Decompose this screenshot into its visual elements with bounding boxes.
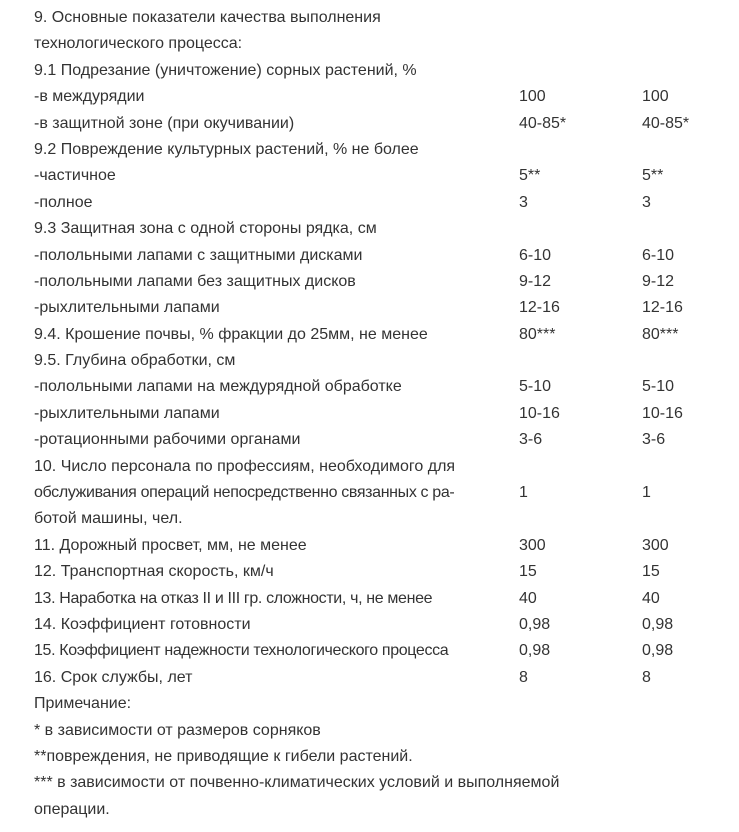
note-text: операции. xyxy=(34,800,110,818)
row-label: -рыхлительными лапами xyxy=(34,299,220,317)
table-row xyxy=(0,533,739,559)
table-row xyxy=(0,348,739,374)
row-value-2: 80*** xyxy=(642,325,679,343)
table-row xyxy=(0,216,739,242)
note-item xyxy=(0,718,739,744)
table-row xyxy=(0,163,739,189)
row-label: 11. Дорожный просвет, мм, не менее xyxy=(34,536,307,554)
row-value-1: 12-16 xyxy=(519,299,560,317)
row-value-1: 300 xyxy=(519,536,546,554)
note-item xyxy=(0,770,739,796)
table-row xyxy=(0,190,739,216)
row-value-2: 10-16 xyxy=(642,404,683,422)
row-label: 16. Срок службы, лет xyxy=(34,668,193,686)
note-item xyxy=(0,744,739,770)
row-value-1: 3-6 xyxy=(519,431,543,449)
row-label: -полольными лапами без защитных дисков xyxy=(34,272,356,290)
row-value-2: 300 xyxy=(642,536,669,554)
row-label: -в междурядии xyxy=(34,88,145,106)
row-label: 9. Основные показатели качества выполнения xyxy=(34,9,381,26)
table-row xyxy=(0,559,739,585)
note-item xyxy=(0,797,739,823)
row-value-1: 40 xyxy=(519,589,537,607)
row-value-2: 3-6 xyxy=(642,431,666,449)
row-label: 14. Коэффициент готовности xyxy=(34,615,251,633)
row-label: 10. Число персонала по профессиям, необходимого для xyxy=(34,457,456,475)
row-value-1: 10-16 xyxy=(519,404,560,422)
table-row xyxy=(0,322,739,348)
row-value-1: 100 xyxy=(519,88,546,106)
notes-title: Примечание: xyxy=(34,695,132,713)
row-value-1: 80*** xyxy=(519,325,556,343)
row-label: 12. Транспортная скорость, км/ч xyxy=(34,563,274,581)
row-label: -в защитной зоне (при окучивании) xyxy=(34,114,295,132)
table-row xyxy=(0,586,739,612)
table-row xyxy=(0,638,739,664)
row-value-2: 100 xyxy=(642,88,669,106)
row-value-1: 40-85* xyxy=(519,114,567,132)
row-label: -полное xyxy=(34,193,93,211)
table-row xyxy=(0,612,739,638)
table-row xyxy=(0,374,739,400)
row-value-1: 8 xyxy=(519,668,528,686)
table-row xyxy=(0,506,739,532)
table-row xyxy=(0,427,739,453)
row-value-1: 1 xyxy=(519,484,528,502)
notes-title-row xyxy=(0,691,739,717)
row-value-2: 40 xyxy=(642,589,660,607)
row-value-1: 15 xyxy=(519,563,537,581)
row-value-1: 3 xyxy=(519,193,528,211)
row-label: -частичное xyxy=(34,167,116,185)
row-value-1: 0,98 xyxy=(519,642,551,660)
row-value-2: 5-10 xyxy=(642,378,675,396)
row-label: -рыхлительными лапами xyxy=(34,404,220,422)
row-label: ботой машины, чел. xyxy=(34,510,183,528)
row-value-2: 15 xyxy=(642,563,660,581)
row-label: обслуживания операций непосредственно связанных с ра- xyxy=(34,484,455,502)
table-row xyxy=(0,269,739,295)
table-row xyxy=(0,137,739,163)
table-row xyxy=(0,243,739,269)
table-row xyxy=(0,111,739,137)
row-value-2: 12-16 xyxy=(642,299,683,317)
row-label: технологического процесса: xyxy=(34,35,243,53)
row-value-2: 3 xyxy=(642,193,651,211)
row-value-2: 9-12 xyxy=(642,272,675,290)
row-label: 9.2 Повреждение культурных растений, % не более xyxy=(34,140,419,158)
table-row xyxy=(0,58,739,84)
row-value-2: 5** xyxy=(642,167,664,185)
row-value-1: 0,98 xyxy=(519,615,551,633)
row-value-2: 1 xyxy=(642,484,651,502)
spec-table xyxy=(0,5,739,691)
note-text: **повреждения, не приводящие к гибели растений. xyxy=(34,747,413,765)
notes-section xyxy=(0,691,739,823)
table-row xyxy=(0,295,739,321)
note-text: * в зависимости от размеров сорняков xyxy=(34,721,321,739)
row-label: -полольными лапами с защитными дисками xyxy=(34,246,363,264)
table-row xyxy=(0,84,739,110)
row-label: 13. Наработка на отказ II и III гр. сложности, ч, не менее xyxy=(34,589,433,607)
row-label: 9.1 Подрезание (уничтожение) сорных растений, % xyxy=(34,61,417,79)
row-value-2: 0,98 xyxy=(642,642,674,660)
table-row xyxy=(0,5,739,31)
row-label: 15. Коэффициент надежности технологического процесса xyxy=(34,642,449,660)
row-label: 9.3 Защитная зона с одной стороны рядка, см xyxy=(34,220,377,238)
row-value-2: 8 xyxy=(642,668,651,686)
table-row xyxy=(0,480,739,506)
row-value-1: 6-10 xyxy=(519,246,552,264)
row-label: 9.4. Крошение почвы, % фракции до 25мм, не менее xyxy=(34,325,428,343)
row-value-1: 5** xyxy=(519,167,541,185)
row-label: 9.5. Глубина обработки, см xyxy=(34,352,236,370)
row-value-1: 9-12 xyxy=(519,272,552,290)
table-row xyxy=(0,31,739,57)
row-value-2: 40-85* xyxy=(642,114,690,132)
table-row xyxy=(0,665,739,691)
table-row xyxy=(0,454,739,480)
row-value-1: 5-10 xyxy=(519,378,552,396)
note-text: *** в зависимости от почвенно-климатических условий и выполняемой xyxy=(34,774,560,792)
row-label: -ротационными рабочими органами xyxy=(34,431,301,449)
row-value-2: 6-10 xyxy=(642,246,675,264)
table-row xyxy=(0,401,739,427)
row-value-2: 0,98 xyxy=(642,615,674,633)
row-label: -полольными лапами на междурядной обработке xyxy=(34,378,402,396)
